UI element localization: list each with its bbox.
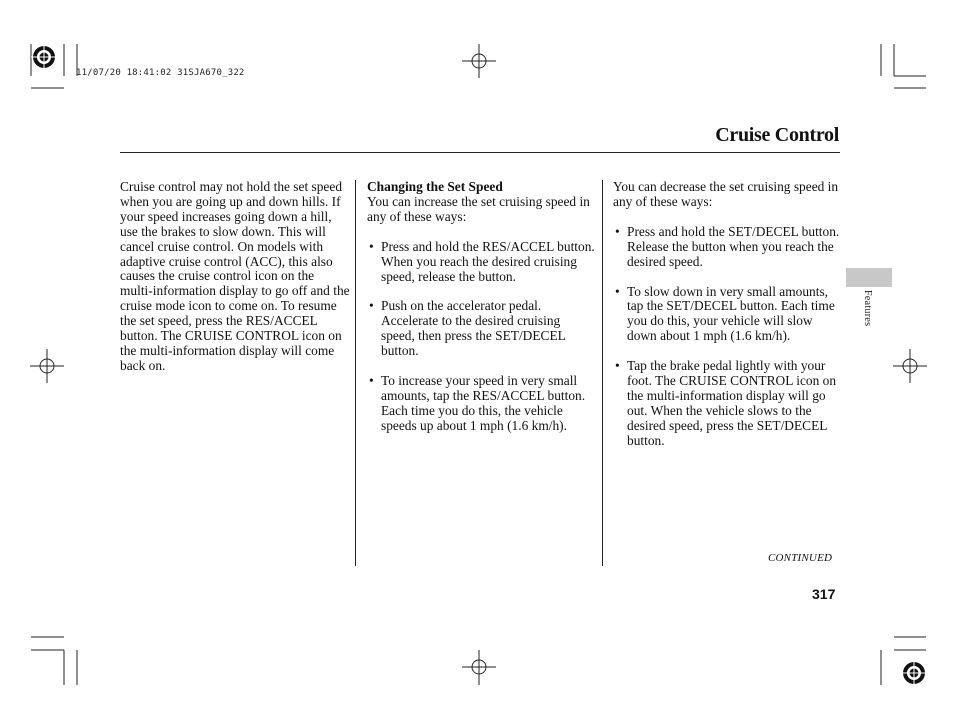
section-heading: Changing the Set Speed	[367, 179, 503, 194]
title-rule	[120, 152, 840, 153]
column-1	[120, 180, 350, 374]
column-1-paragraph: Cruise control may not hold the set speed when you are going up and down hills. If your speed increases going down a hill, use the brakes to slow down. This will cancel cruise control. On models with adaptive cruise control (ACC), this also causes the cruise control icon on the multi-information display to go off and the cruise mode icon to come on. To resume the set speed, press the RES/ACCEL button. The CRUISE CONTROL icon on the multi-information display will come back on.	[120, 179, 350, 373]
print-timestamp: 11/07/20 18:41:02 31SJA670_322	[76, 68, 245, 78]
section-tab	[846, 268, 892, 287]
column-2	[367, 180, 597, 449]
column-divider	[355, 180, 356, 566]
column-3	[613, 180, 841, 464]
column-divider	[602, 180, 603, 566]
list-item: • Tap the brake pedal lightly with your foot. The CRUISE CONTROL icon on the multi-information display will go out. When the vehicle slows to the desired speed, press the SET/DECEL button.	[613, 359, 841, 448]
list-item: • Press and hold the RES/ACCEL button. When you reach the desired cruising speed, release the button.	[367, 240, 597, 285]
decrease-speed-list	[613, 225, 841, 449]
section-tab-label: Features	[862, 290, 873, 327]
page-number: 317	[812, 586, 836, 602]
column-3-intro: You can decrease the set cruising speed in any of these ways:	[613, 179, 839, 209]
page-title: Cruise Control	[715, 124, 839, 146]
list-item: • Push on the accelerator pedal. Accelerate to the desired cruising speed, then press the SET/DECEL button.	[367, 299, 597, 359]
list-item: • Press and hold the SET/DECEL button. Release the button when you reach the desired speed.	[613, 225, 841, 270]
registration-target-icon	[901, 660, 927, 686]
column-2-intro: You can increase the set cruising speed in any of these ways:	[367, 193, 590, 224]
increase-speed-list	[367, 240, 597, 434]
list-item: • To increase your speed in very small amounts, tap the RES/ACCEL button. Each time you do this, the vehicle speeds up about 1 mph (1.6 km/h).	[367, 374, 597, 434]
registration-target-icon	[31, 44, 57, 70]
list-item: • To slow down in very small amounts, tap the SET/DECEL button. Each time you do this, your vehicle will slow down about 1 mph (1.6 km/h).	[613, 285, 841, 345]
continued-label: CONTINUED	[768, 552, 833, 564]
